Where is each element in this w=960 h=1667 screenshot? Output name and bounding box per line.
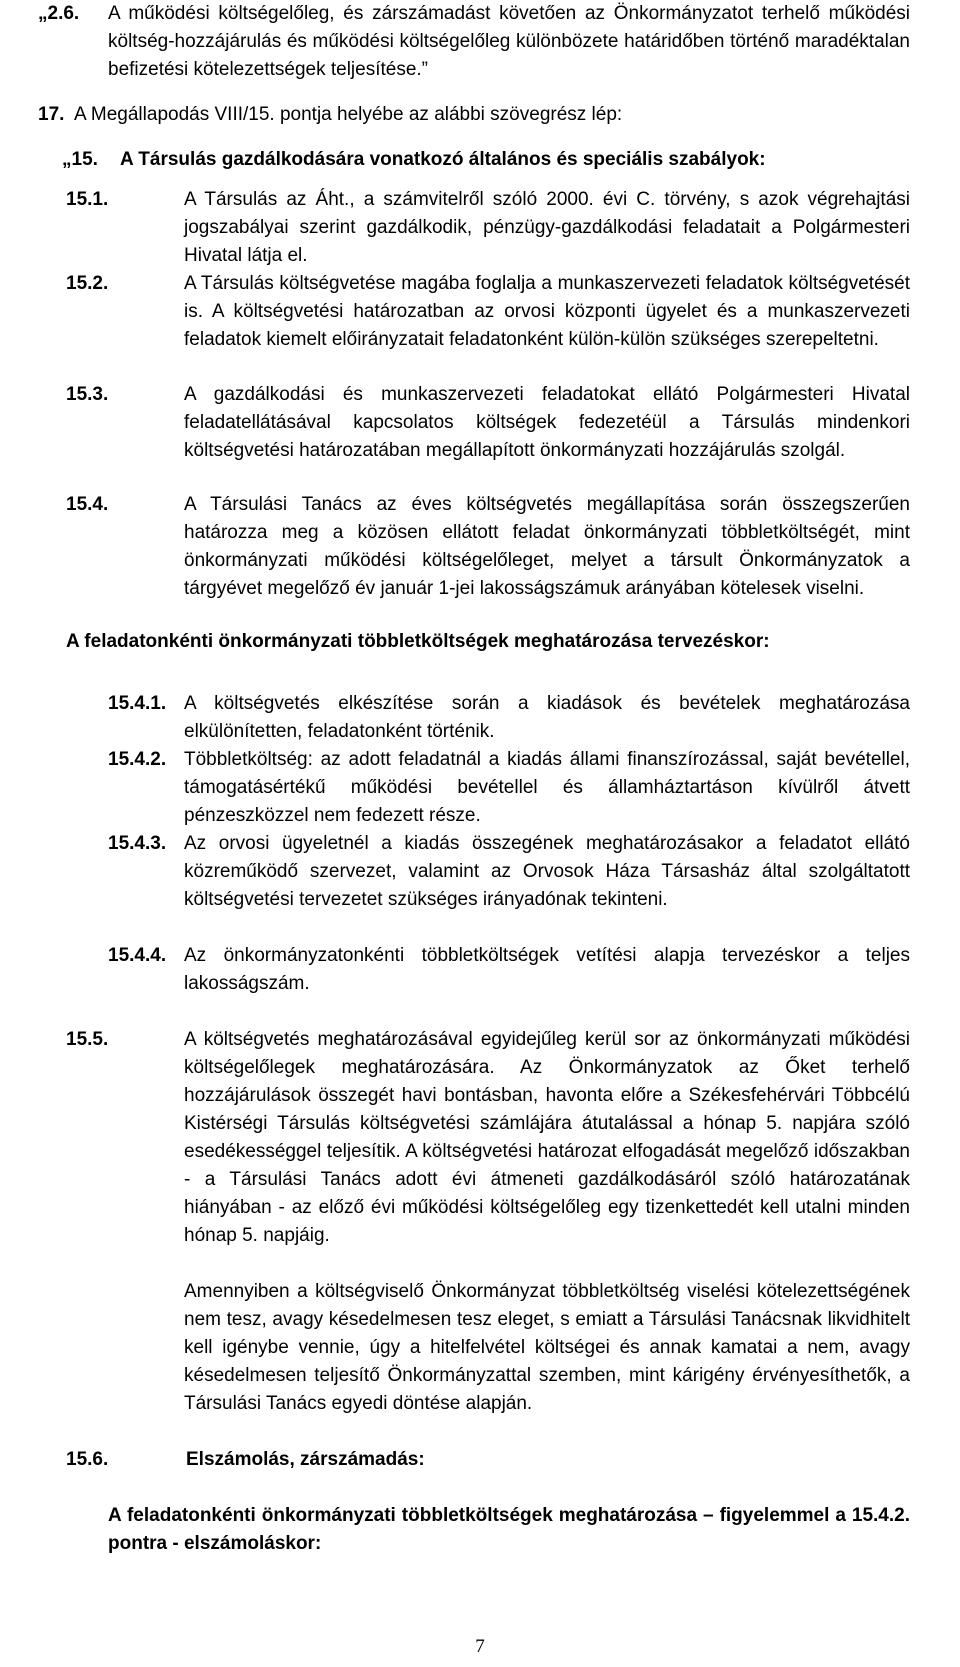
section-text: A Megállapodás VIII/15. pontja helyébe az alábbi szövegrész lép: bbox=[74, 104, 623, 125]
section-number: 15.4.1. bbox=[108, 693, 167, 714]
section-text: A működési költségelőleg, és zárszámadást követően az Önkormányzatot terhelő működési költség-hozzájárulás és működési költségelőleg különbözete határidőben történő maradéktalan befizetési kötelezettségek teljesítése.” bbox=[108, 3, 910, 80]
section-heading: Elszámolás, zárszámadás: bbox=[186, 1449, 425, 1470]
section-15-4 bbox=[66, 491, 910, 603]
section-text: A Társulás költségvetése magába foglalja a munkaszervezeti feladatok költségvetését is. A költségvetési határozatban az orvosi központi ügyelet és a munkaszervezeti feladatok kiemelt előirányzatait feladatonként külön-külön szükséges szerepeltetni. bbox=[184, 273, 910, 350]
section-15-5 bbox=[66, 1026, 910, 1250]
section-text: Az orvosi ügyeletnél a kiadás összegének meghatározásakor a feladatot ellátó közreműködő szervezet, valamint az Orvosok Háza Társasház által szolgáltatott költségvetési tervezetet szükséges irányadónak tekinteni. bbox=[184, 833, 910, 910]
section-number: 15.3. bbox=[66, 384, 109, 405]
section-text: A Társulás az Áht., a számvitelről szóló 2000. évi C. törvény, s azok végrehajtási jogszabályai szerint gazdálkodik, pénzügy-gazdálkodási feladatait a Polgármesteri Hivatal látja el. bbox=[184, 189, 910, 266]
section-15-6 bbox=[66, 1446, 910, 1474]
section-number: 17. bbox=[38, 104, 65, 125]
section-text: A Társulási Tanács az éves költségvetés megállapítása során összegszerűen határozza meg a közösen ellátott feladat önkormányzati többletköltségét, mint önkormányzati működési költségelőleget, melyet a társult Önkormányzatok a tárgyévet megelőző év január 1-jei lakosságszámuk arányában kötelesek viselni. bbox=[184, 494, 910, 599]
section-2-6 bbox=[38, 0, 910, 84]
section-number: 15.4.2. bbox=[108, 749, 167, 770]
section-15-1 bbox=[66, 186, 910, 270]
section-text: Többletköltség: az adott feladatnál a kiadás állami finanszírozással, saját bevétellel, támogatásértékű működési bevétellel és államháztartáson kívülről átvett pénzeszközzel nem fedezett része. bbox=[184, 749, 910, 826]
section-15-heading bbox=[62, 146, 922, 174]
section-15-5-paragraph-2: Amennyiben a költségviselő Önkormányzat többletköltség viselési kötelezettségének nem tesz, avagy késedelmesen tesz eleget, s emiatt a Társulási Tanácsnak likvidhitelt kell igénybe vennie, úgy a hitelfelvétel költségei és annak kamatai a nem, avagy késedelmesen teljesítő Önkormányzattal szemben, mint kárigény érvényesíthetők, a Társulási Tanács egyedi döntése alapján. bbox=[184, 1281, 910, 1414]
section-number: „15. bbox=[62, 149, 98, 170]
section-15-4-3 bbox=[108, 830, 910, 914]
section-text: A költségvetés elkészítése során a kiadások és bevételek meghatározása elkülönítetten, feladatonként történik. bbox=[184, 693, 910, 742]
section-text: A költségvetés meghatározásával egyidejűleg kerül sor az önkormányzati működési költségelőlegek meghatározására. Az Önkormányzatok az Őket terhelő hozzájárulások összegét havi bontásban, havonta előre a Székesfehérvári Többcélú Kistérségi Társulás költségvetési számlájára átutalással a hónap 5. napjára szóló esedékességgel teljesítik. A költségvetési határozat elfogadását megelőző időszakban - a Társulási Tanács adott évi átmeneti gazdálkodásáról szóló határozatának hiányában - az előző évi működési költségelőleg egy tizenkettedét kell utalni minden hónap 5. napjáig. bbox=[184, 1029, 910, 1246]
section-15-2 bbox=[66, 270, 910, 354]
section-15-4-2 bbox=[108, 746, 910, 830]
section-text: Az önkormányzatonkénti többletköltségek vetítési alapja tervezéskor a teljes lakosságszám. bbox=[184, 945, 910, 994]
section-number: 15.2. bbox=[66, 273, 109, 294]
subheading-settlement: A feladatonkénti önkormányzati többletköltségek meghatározása – figyelemmel a 15.4.2. pontra - elszámoláskor: bbox=[108, 1505, 910, 1554]
section-number: „2.6. bbox=[38, 3, 80, 24]
section-17 bbox=[38, 101, 910, 129]
page-number: 7 bbox=[475, 1636, 485, 1657]
subheading-planning: A feladatonkénti önkormányzati többletköltségek meghatározása tervezéskor: bbox=[66, 631, 770, 652]
section-number: 15.5. bbox=[66, 1029, 109, 1050]
section-number: 15.4.4. bbox=[108, 945, 167, 966]
section-heading: A Társulás gazdálkodására vonatkozó általános és speciális szabályok: bbox=[120, 149, 766, 170]
section-number: 15.4.3. bbox=[108, 833, 167, 854]
section-number: 15.1. bbox=[66, 189, 109, 210]
section-number: 15.4. bbox=[66, 494, 109, 515]
section-15-4-4 bbox=[108, 942, 910, 998]
section-number: 15.6. bbox=[66, 1449, 109, 1470]
section-15-4-1 bbox=[108, 690, 910, 746]
section-text: A gazdálkodási és munkaszervezeti feladatokat ellátó Polgármesteri Hivatal feladatellátásával kapcsolatos költségek fedezetéül a Társulás mindenkori költségvetési határozatában megállapított önkormányzati hozzájárulás szolgál. bbox=[184, 384, 910, 461]
section-15-3 bbox=[66, 381, 910, 465]
